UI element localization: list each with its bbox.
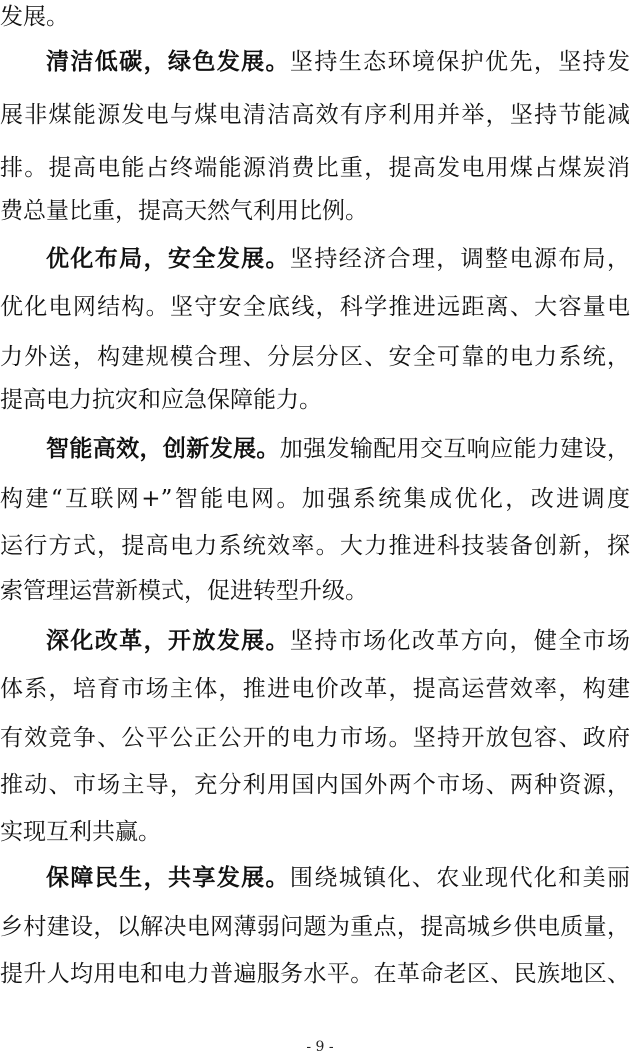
line-text: 运行方式，提高电力系统效率。大力推进科技装备创新，探 (0, 533, 630, 559)
line-text: 坚持经济合理，调整电源布局， (289, 246, 631, 272)
line-text: 加强发输配用交互响应能力建设， (279, 436, 630, 462)
line-text: 展非煤能源发电与煤电清洁高效有序利用并举，坚持节能减 (0, 102, 630, 128)
text-line (0, 957, 640, 991)
paragraph-heading-line (0, 861, 640, 895)
page-number: - 9 - (306, 1039, 334, 1055)
line-text: 推动、市场主导，充分利用国内国外两个市场、两种资源， (0, 772, 630, 798)
line-text: 实现互利共赢。 (0, 819, 161, 845)
paragraph-heading-line (0, 242, 640, 276)
text-line (0, 574, 640, 608)
line-text: 坚持生态环境保护优先，坚持发 (289, 49, 631, 75)
text-line (0, 721, 640, 755)
text-line (0, 768, 640, 802)
line-text: 有效竞争、公平公正公开的电力市场。坚持开放包容、政府 (0, 725, 630, 751)
line-text: 索管理运营新模式，促进转型升级。 (0, 578, 368, 604)
line-text: 优化电网结构。坚守安全底线，科学推进远距离、大容量电 (0, 294, 630, 320)
line-text: 提升人均用电和电力普遍服务水平。在革命老区、民族地区、 (0, 961, 630, 987)
line-text: 排。提高电能占终端能源消费比重，提高发电用煤占煤炭消 (0, 155, 630, 181)
line-text: 体系，培育市场主体，推进电价改革，提高运营效率，构建 (0, 676, 630, 702)
paragraph-lead: 智能高效，创新发展。 (46, 435, 280, 462)
text-line (0, 815, 640, 849)
text-line (0, 151, 640, 185)
text-line (0, 672, 640, 706)
paragraph-lead: 保障民生，共享发展。 (46, 864, 290, 891)
text-line (0, 290, 640, 324)
line-text: 围绕城镇化、农业现代化和美丽 (289, 865, 631, 891)
text-line (0, 482, 640, 516)
paragraph-lead: 深化改革，开放发展。 (46, 627, 290, 654)
line-text: 费总量比重，提高天然气利用比例。 (0, 198, 368, 224)
text-line (0, 98, 640, 132)
paragraph-heading-line (0, 45, 640, 79)
text-line (0, 0, 640, 34)
line-text: 坚持市场化改革方向，健全市场 (289, 628, 631, 654)
line-text: 发展。 (0, 4, 69, 30)
paragraph-lead: 清洁低碳，绿色发展。 (46, 48, 290, 75)
line-text: 提高电力抗灾和应急保障能力。 (0, 387, 322, 413)
line-text: 力外送，构建规模合理、分层分区、安全可靠的电力系统， (0, 344, 630, 370)
text-line (0, 910, 640, 944)
line-text: 乡村建设，以解决电网薄弱问题为重点，提高城乡供电质量， (0, 914, 630, 940)
line-text: 构建“互联网+”智能电网。加强系统集成优化，改进调度 (0, 486, 630, 512)
text-line (0, 383, 640, 417)
paragraph-lead: 优化布局，安全发展。 (46, 245, 290, 272)
text-line (0, 340, 640, 374)
paragraph-heading-line (0, 432, 640, 466)
text-line (0, 529, 640, 563)
text-line (0, 194, 640, 228)
paragraph-heading-line (0, 624, 640, 658)
